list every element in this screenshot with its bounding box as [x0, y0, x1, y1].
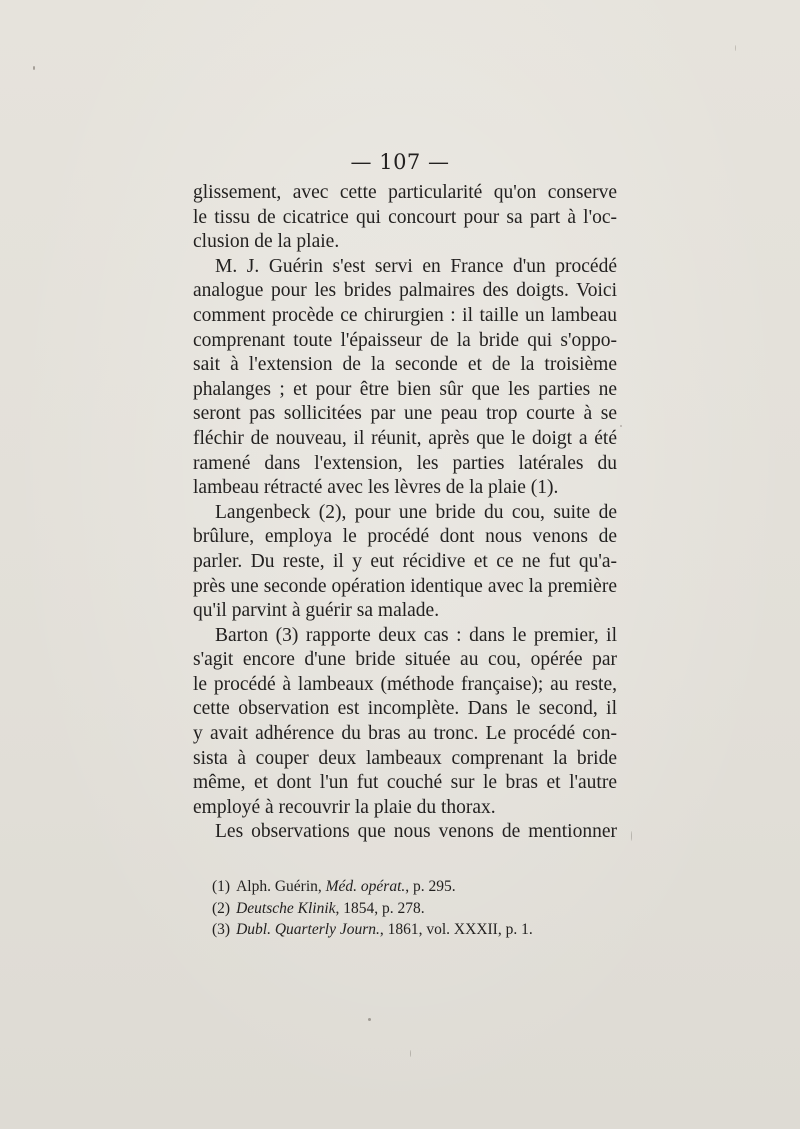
footnote-source-title: Méd. opérat. [325, 878, 406, 895]
text-line: analogue pour les brides palmaires des doigts. Voici [193, 280, 617, 302]
text-line: Langenbeck (2), pour une bride du cou, suite de [215, 501, 617, 523]
footnote [212, 876, 617, 898]
text-line: comprenant toute l'épaisseur de la bride qui s'oppo- [193, 329, 617, 351]
text-line: clusion de la plaie. [193, 231, 340, 253]
paper-speck [735, 45, 736, 51]
text-line: comment procède ce chirurgien : il taille un lambeau [193, 304, 617, 326]
text-line: parler. Du reste, il y eut récidive et ce ne fut qu'a- [193, 550, 617, 572]
text-line: y avait adhérence du bras au tronc. Le procédé con- [193, 723, 617, 745]
text-line: lambeau rétracté avec les lèvres de la plaie (1). [193, 477, 559, 499]
text-line: fléchir de nouveau, il réunit, après que le doigt a été [193, 427, 617, 449]
footnote-source-title: Dubl. Quarterly Journ. [236, 921, 380, 938]
footnote-number: (2) [212, 899, 231, 917]
footnote-reference: , 1861, vol. XXXII, p. 1. [379, 921, 533, 938]
footnote [212, 919, 617, 941]
text-line: brûlure, employa le procédé dont nous venons de [193, 526, 617, 548]
text-line: près une seconde opération identique avec la première [193, 575, 617, 597]
text-line: glissement, avec cette particularité qu'on conserve [193, 182, 617, 203]
text-line: le tissu de cicatrice qui concourt pour sa part à l'oc- [193, 206, 617, 228]
text-line: sista à couper deux lambeaux comprenant la bride [193, 747, 617, 769]
footnote-reference: , 1854, p. 278. [335, 899, 425, 917]
footnote-author: Alph. Guérin, [236, 878, 326, 895]
paper-speck [410, 1050, 411, 1057]
text-line: même, et dont l'un fut couché sur le bras et l'autre [193, 772, 617, 794]
body-text [193, 181, 617, 845]
footnote-number: (3) [212, 921, 231, 938]
footnote [212, 898, 617, 920]
page-number: — 107 — [350, 150, 450, 174]
text-line: Barton (3) rapporte deux cas : dans le premier, il [215, 624, 617, 646]
text-line: sait à l'extension de la seconde et de la troisième [193, 354, 617, 376]
text-line: seront pas sollicitées par une peau trop courte à se [193, 403, 617, 425]
paper-speck [620, 425, 622, 427]
footnote-reference: , p. 295. [405, 878, 456, 895]
text-line: le procédé à lambeaux (méthode française); au reste, [193, 673, 617, 695]
footnote-number: (1) [212, 878, 231, 895]
paper-speck [631, 831, 632, 841]
footnote-source-title: Deutsche Klinik [236, 899, 336, 917]
paper-speck [368, 1018, 371, 1021]
text-line: qu'il parvint à guérir sa malade. [193, 600, 440, 622]
text-line: phalanges ; et pour être bien sûr que les parties ne [193, 378, 617, 400]
text-line: ramené dans l'extension, les parties latérales du [193, 452, 617, 474]
footnotes [212, 876, 617, 941]
paper-speck [33, 66, 35, 70]
text-line: Les observations que nous venons de mentionner [215, 821, 617, 843]
text-line: cette observation est incomplète. Dans le second, il [193, 698, 617, 720]
text-line: M. J. Guérin s'est servi en France d'un procédé [215, 255, 617, 277]
text-line: employé à recouvrir la plaie du thorax. [193, 796, 496, 818]
text-line: s'agit encore d'une bride située au cou, opérée par [193, 649, 617, 671]
